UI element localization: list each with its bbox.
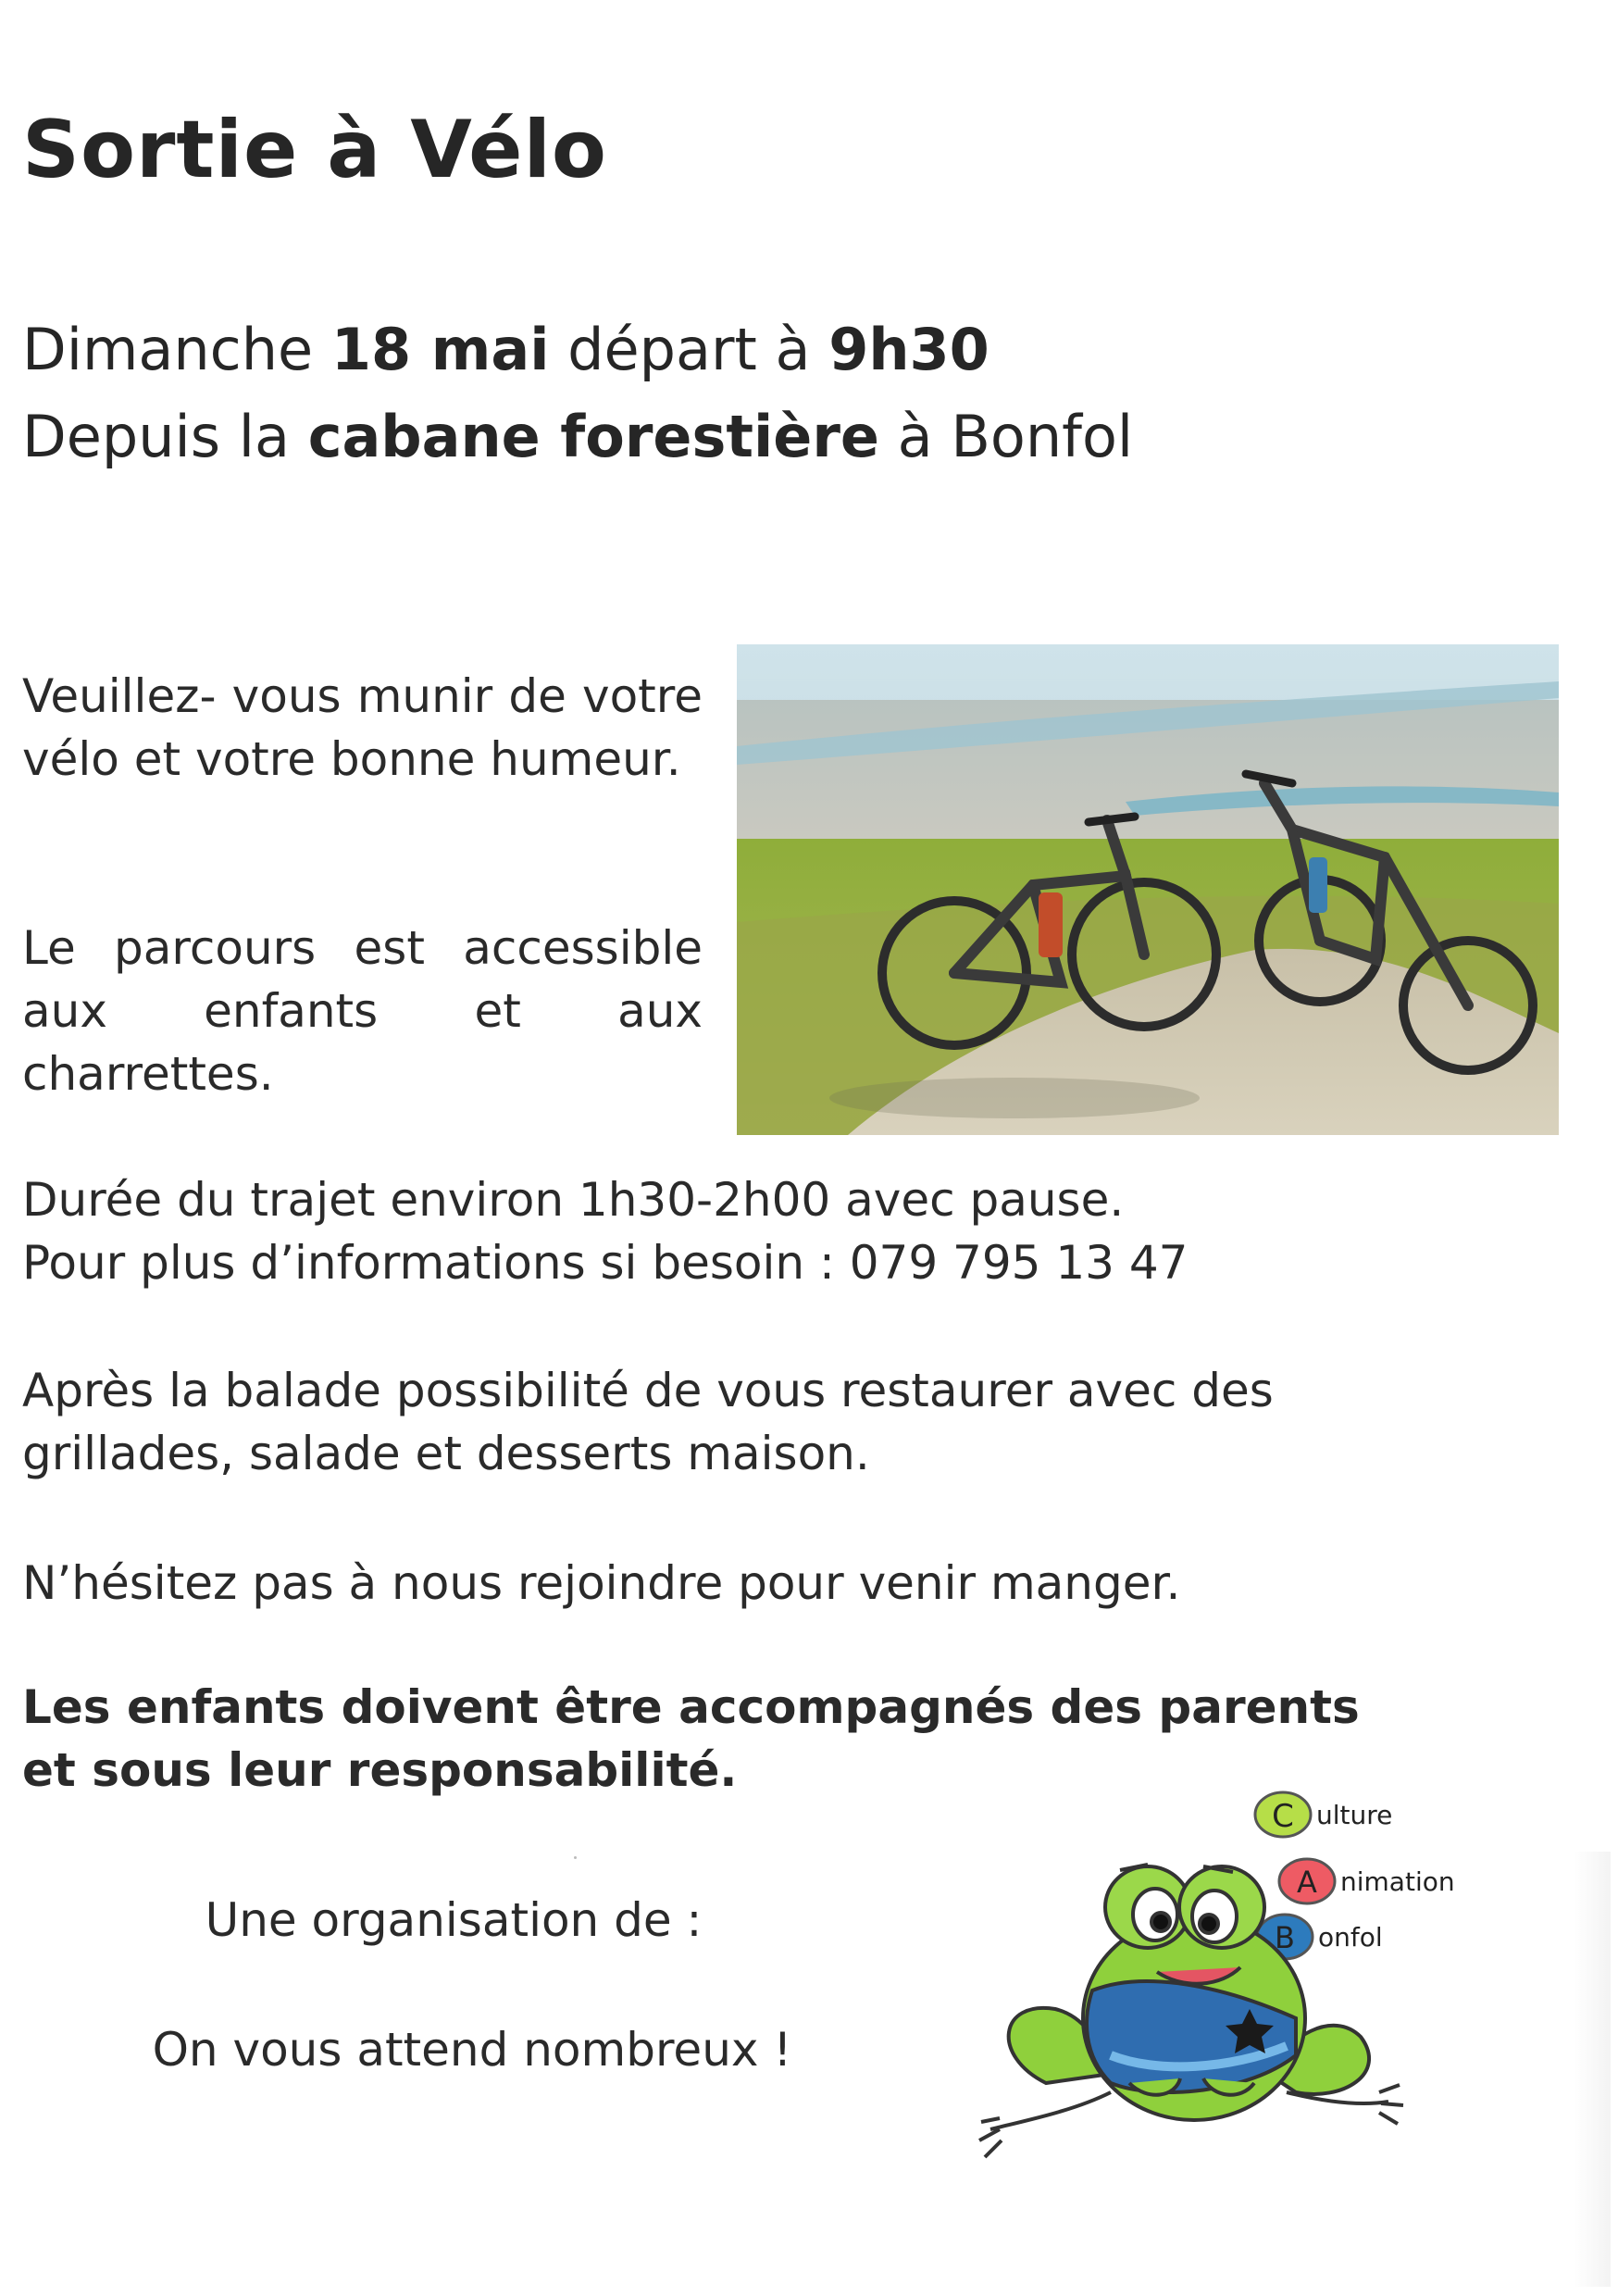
event-date-line — [22, 309, 989, 391]
location-prefix: Depuis la — [22, 403, 308, 470]
location-town: à Bonfol — [878, 403, 1134, 470]
svg-text:C: C — [1272, 1798, 1294, 1835]
kids-warning-text: Les enfants doivent être accompagnés des parents et sous leur responsabilité. — [22, 1680, 1360, 1797]
logo-circle-c — [1255, 1792, 1311, 1837]
duration-text: Durée du trajet environ 1h30-2h00 avec pause. — [22, 1173, 1125, 1227]
cab-logo — [972, 1778, 1490, 2166]
event-date: 18 mai — [330, 316, 550, 383]
departure-prefix: départ à — [549, 316, 829, 383]
frog-mascot-icon — [979, 1865, 1403, 2157]
food-paragraph: Après la balade possibilité de vous restaurer avec des grillades, salade et desserts maison. — [22, 1364, 1274, 1480]
bikes-photo — [737, 644, 1559, 1135]
closing-text: On vous attend nombreux ! — [152, 2023, 792, 2077]
contact-info-text: Pour plus d’informations si besoin : 079 795 13 47 — [22, 1236, 1189, 1290]
scan-speck — [574, 1856, 577, 1859]
svg-text:B: B — [1275, 1920, 1295, 1955]
event-location: cabane forestière — [307, 403, 879, 470]
logo-word-bonfol: onfol — [1318, 1922, 1383, 1953]
logo-word-animation: nimation — [1340, 1866, 1455, 1897]
organisation-label: Une organisation de : — [205, 1893, 703, 1947]
invite-text: N’hésitez pas à nous rejoindre pour venir manger. — [22, 1556, 1181, 1610]
route-paragraph: Le parcours est accessible aux enfants et aux charrettes. — [22, 921, 703, 1101]
svg-text:A: A — [1297, 1865, 1317, 1900]
departure-time: 9h30 — [828, 316, 989, 383]
logo-circle-a — [1279, 1859, 1335, 1903]
date-prefix: Dimanche — [22, 316, 331, 383]
page-title: Sortie à Vélo — [22, 104, 608, 196]
bring-bike-paragraph: Veuillez- vous munir de votre vélo et votre bonne humeur. — [22, 669, 703, 786]
logo-word-culture: ulture — [1316, 1800, 1393, 1830]
event-location-line — [22, 396, 1133, 478]
scan-edge-shadow — [1574, 1852, 1611, 2287]
